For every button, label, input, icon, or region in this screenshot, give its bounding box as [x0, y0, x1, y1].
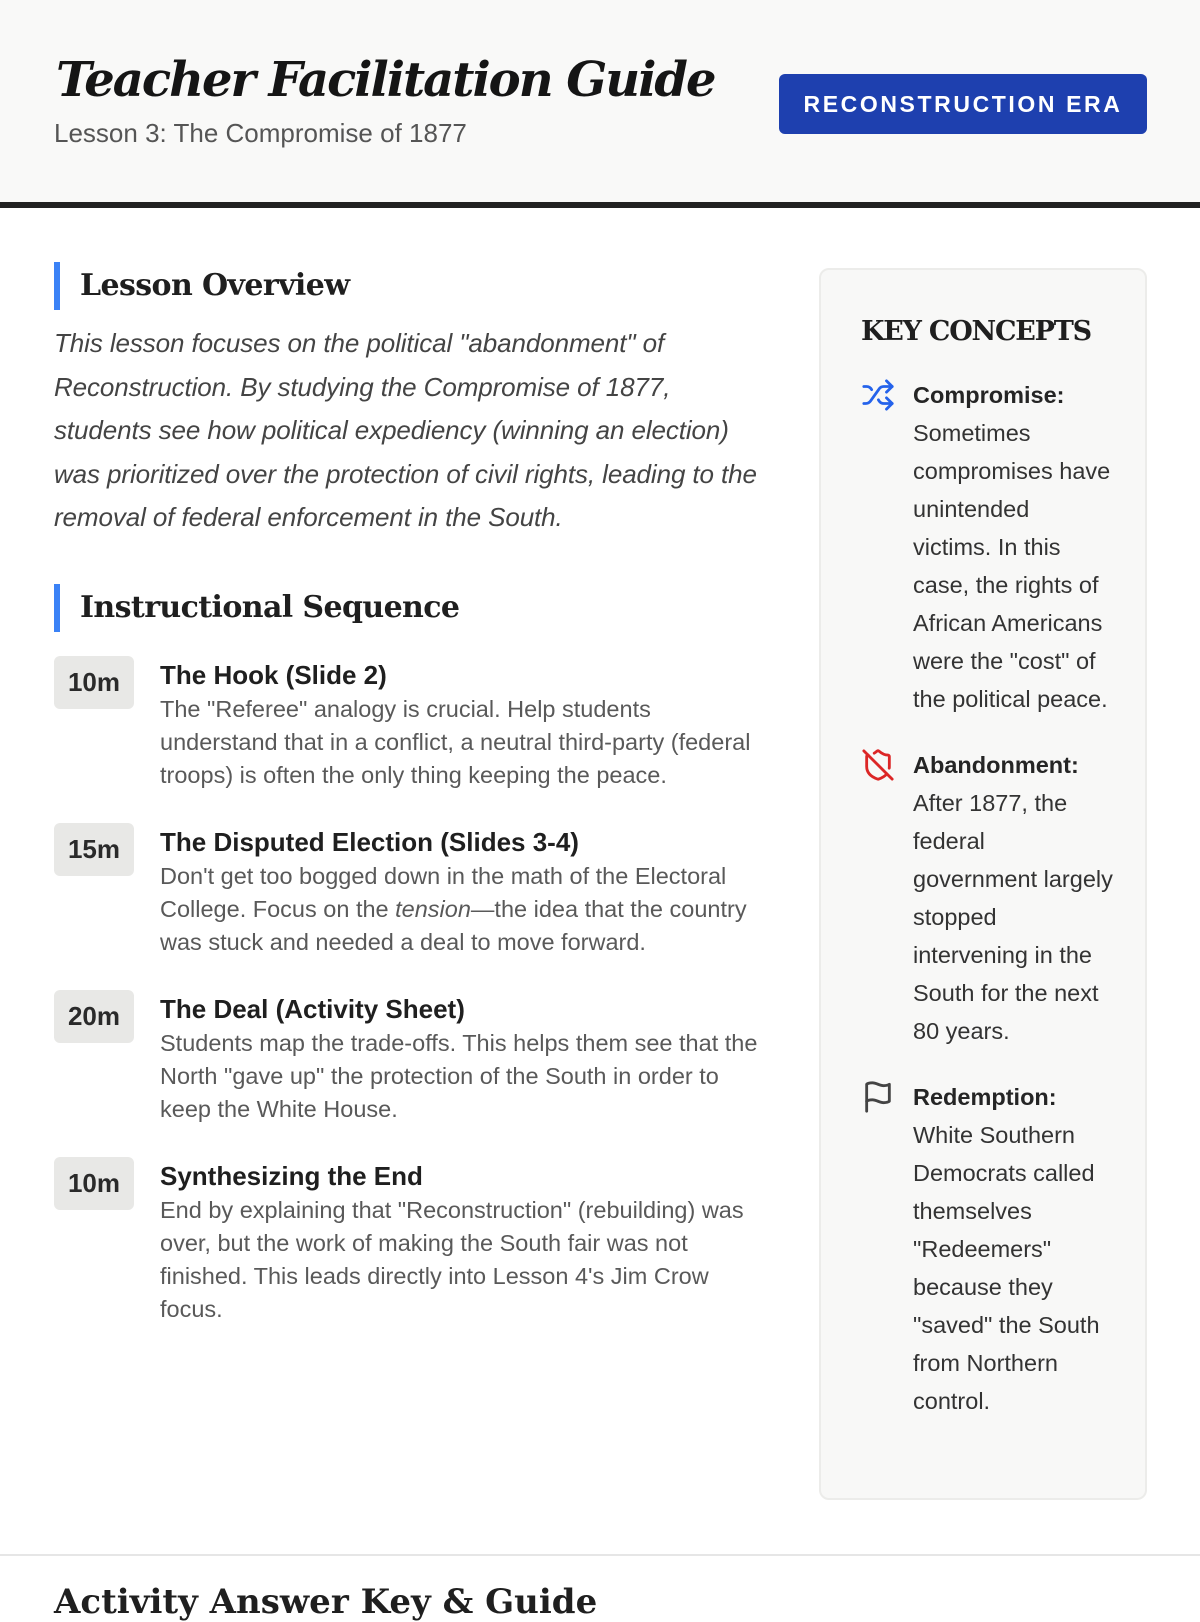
- time-badge: 10m: [54, 656, 134, 709]
- description-text: Don't get too bogged down in the math of the Electoral College. Focus on the: [160, 862, 727, 922]
- emphasis-text: tension: [395, 895, 471, 922]
- concept-content: [913, 376, 1113, 718]
- time-badge: 20m: [54, 990, 134, 1043]
- activity-answer-key-heading: Activity Answer Key & Guide: [54, 1582, 598, 1622]
- concept-item-redemption: [861, 1078, 1125, 1420]
- sequence-item-title: The Hook (Slide 2): [160, 659, 387, 690]
- concept-description: White Southern Democrats called themselves "Redeemers" because they "saved" the South from Northern control.: [913, 1122, 1100, 1414]
- sequence-list: [54, 656, 769, 1326]
- sequence-item-description: [160, 860, 769, 959]
- flag-icon: [861, 1080, 895, 1114]
- concept-content: [913, 1078, 1113, 1420]
- sequence-item-description: Students map the trade-offs. This helps them see that the North "gave up" the protection of the South in order to keep the White House.: [160, 1029, 758, 1122]
- lesson-subtitle: Lesson 3: The Compromise of 1877: [54, 118, 467, 148]
- concept-name: Redemption:: [913, 1084, 1057, 1110]
- concept-description: After 1877, the federal government largely stopped intervening in the South for the next 80 years.: [913, 790, 1113, 1044]
- sequence-item-title: The Disputed Election (Slides 3-4): [160, 826, 579, 857]
- sequence-item: [54, 1157, 769, 1326]
- description-text: —the idea that the country was stuck and needed a deal to move forward.: [160, 895, 747, 955]
- concept-item-abandonment: [861, 746, 1125, 1050]
- main-content: [54, 262, 769, 1357]
- sequence-item: [54, 656, 769, 792]
- concept-item-compromise: [861, 376, 1125, 718]
- time-badge: 10m: [54, 1157, 134, 1210]
- time-badge: 15m: [54, 823, 134, 876]
- lesson-overview-heading: Lesson Overview: [54, 262, 769, 310]
- sequence-item: [54, 990, 769, 1126]
- shuffle-icon: [861, 378, 895, 412]
- concept-name: Compromise:: [913, 382, 1065, 408]
- instructional-sequence-heading: Instructional Sequence: [54, 584, 769, 632]
- lesson-overview-text: This lesson focuses on the political "abandonment" of Reconstruction. By studying the Compromise of 1877, students see how political expediency (winning an election) was prioritized over the protection of civil rights, leading to the removal of federal enforcement in the South.: [54, 328, 757, 532]
- sequence-item-body: [160, 1157, 769, 1326]
- concept-description: Sometimes compromises have unintended victims. In this case, the rights of African Americans were the "cost" of the political peace.: [913, 420, 1111, 712]
- sequence-item-title: Synthesizing the End: [160, 1160, 423, 1191]
- sequence-item-body: [160, 656, 769, 792]
- concept-content: [913, 746, 1113, 1050]
- page-title: Teacher Facilitation Guide: [56, 52, 715, 108]
- section-divider: [0, 1554, 1200, 1556]
- sequence-item: [54, 823, 769, 959]
- sequence-item-title: The Deal (Activity Sheet): [160, 993, 465, 1024]
- sequence-item-body: [160, 990, 769, 1126]
- sequence-item-description: The "Referee" analogy is crucial. Help students understand that in a conflict, a neutral third-party (federal troops) is often the only thing keeping the peace.: [160, 695, 751, 788]
- sequence-item-body: [160, 823, 769, 959]
- shield-off-icon: [861, 748, 895, 782]
- sequence-item-description: End by explaining that "Reconstruction" (rebuilding) was over, but the work of making the South fair was not finished. This leads directly into Lesson 4's Jim Crow focus.: [160, 1196, 744, 1322]
- concept-name: Abandonment:: [913, 752, 1079, 778]
- key-concepts-heading: KEY CONCEPTS: [861, 316, 1091, 347]
- key-concepts-panel: [819, 268, 1147, 1500]
- page-header: [0, 0, 1200, 208]
- era-badge: RECONSTRUCTION ERA: [779, 74, 1147, 134]
